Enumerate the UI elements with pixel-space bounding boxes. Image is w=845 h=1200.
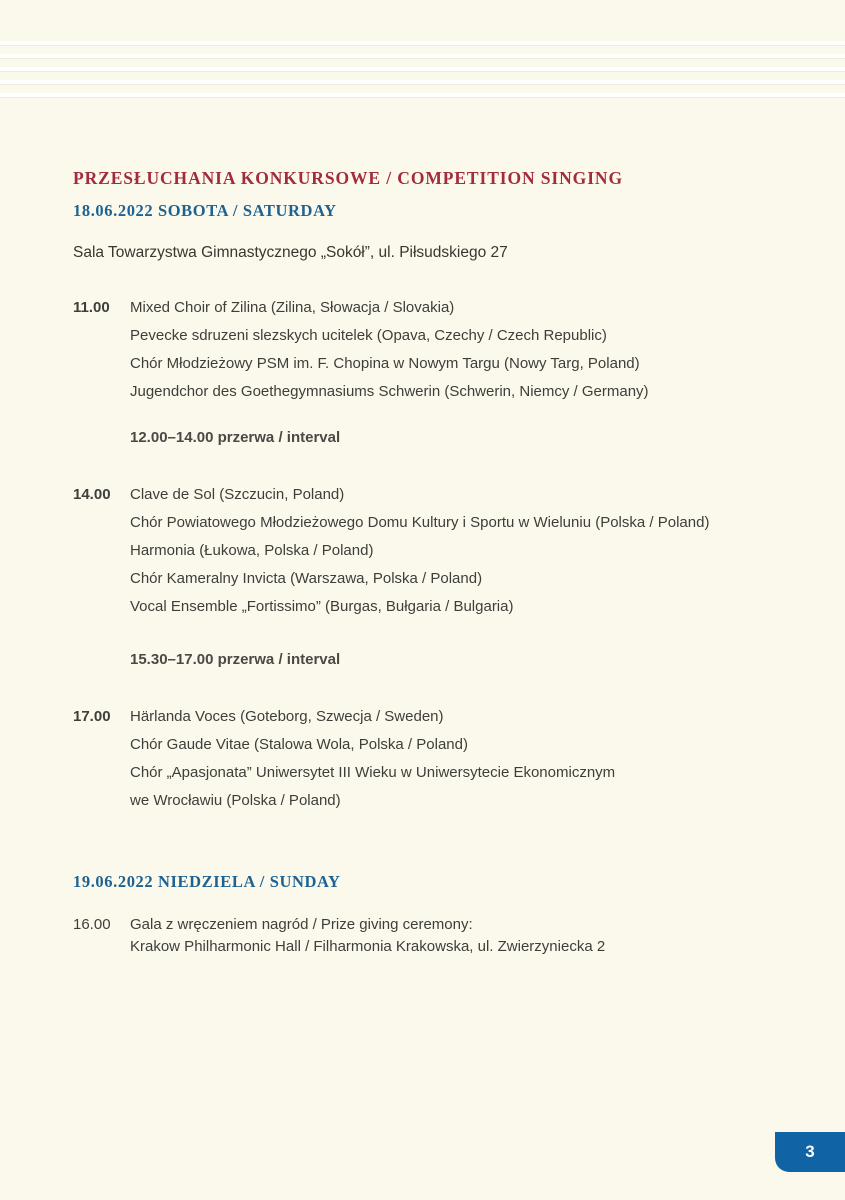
staff-line bbox=[0, 93, 845, 98]
choir-entry: Chór „Apasjonata” Uniwersytet III Wieku w Uniwersytecie Ekonomicznym bbox=[130, 764, 616, 781]
gala-block bbox=[73, 914, 773, 958]
sunday-heading: 19.06.2022 NIEDZIELA / SUNDAY bbox=[73, 872, 341, 891]
choir-entry: Härlanda Voces (Goteborg, Szwecja / Sweden) bbox=[130, 708, 444, 725]
gala-time: 16.00 bbox=[73, 916, 111, 933]
choir-entry: Chór Gaude Vitae (Stalowa Wola, Polska / Poland) bbox=[130, 736, 468, 753]
session-time: 17.00 bbox=[73, 708, 111, 725]
staff-line bbox=[0, 80, 845, 85]
choir-entry: Mixed Choir of Zilina (Zilina, Słowacja / Slovakia) bbox=[130, 299, 455, 316]
choir-entry: Vocal Ensemble „Fortissimo” (Burgas, Bułgaria / Bulgaria) bbox=[130, 598, 514, 615]
page-number: 3 bbox=[805, 1142, 815, 1161]
choir-list bbox=[130, 294, 773, 406]
gala-line: Gala z wręczeniem nagród / Prize giving ceremony: bbox=[130, 916, 473, 933]
page-title: PRZESŁUCHANIA KONKURSOWE / COMPETITION SINGING bbox=[73, 168, 623, 188]
saturday-heading: 18.06.2022 SOBOTA / SATURDAY bbox=[73, 201, 337, 220]
interval-note: 15.30–17.00 przerwa / interval bbox=[130, 651, 341, 668]
choir-entry: we Wrocławiu (Polska / Poland) bbox=[130, 792, 341, 809]
choir-entry: Chór Kameralny Invicta (Warszawa, Polska / Poland) bbox=[130, 570, 483, 587]
session-time: 11.00 bbox=[73, 299, 110, 316]
staff-line bbox=[0, 41, 845, 46]
gala-line: Krakow Philharmonic Hall / Filharmonia Krakowska, ul. Zwierzyniecka 2 bbox=[130, 938, 606, 955]
session-time: 14.00 bbox=[73, 486, 111, 503]
staff-line bbox=[0, 67, 845, 72]
session-block-1400 bbox=[73, 481, 773, 621]
choir-entry: Jugendchor des Goethegymnasiums Schwerin (Schwerin, Niemcy / Germany) bbox=[130, 383, 649, 400]
interval-note: 12.00–14.00 przerwa / interval bbox=[130, 429, 341, 446]
session-block-1700 bbox=[73, 703, 773, 815]
choir-list bbox=[130, 481, 773, 621]
choir-entry: Chór Młodzieżowy PSM im. F. Chopina w Nowym Targu (Nowy Targ, Poland) bbox=[130, 355, 640, 372]
gala-lines bbox=[130, 914, 773, 958]
choir-entry: Pevecke sdruzeni slezskych ucitelek (Opava, Czechy / Czech Republic) bbox=[130, 327, 607, 344]
choir-entry: Harmonia (Łukowa, Polska / Poland) bbox=[130, 542, 374, 559]
venue-line: Sala Towarzystwa Gimnastycznego „Sokół”, ul. Piłsudskiego 27 bbox=[73, 244, 508, 261]
page-number-badge bbox=[775, 1132, 845, 1172]
session-block-1100 bbox=[73, 294, 773, 406]
choir-entry: Chór Powiatowego Młodzieżowego Domu Kultury i Sportu w Wieluniu (Polska / Poland) bbox=[130, 514, 710, 531]
choir-list bbox=[130, 703, 773, 815]
choir-entry: Clave de Sol (Szczucin, Poland) bbox=[130, 486, 345, 503]
staff-line bbox=[0, 54, 845, 59]
